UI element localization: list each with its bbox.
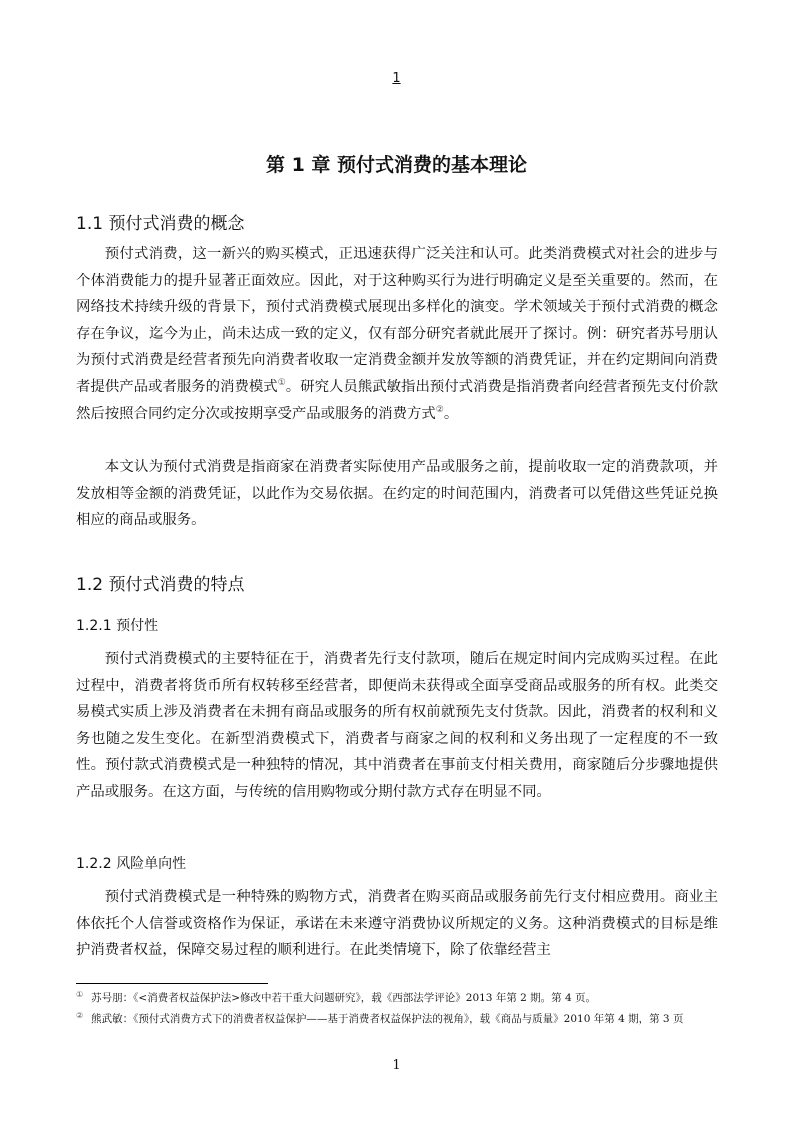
chapter-title: 第 1 章 预付式消费的基本理论 <box>265 154 528 176</box>
paragraph-text: 。研究人员熊武敏指出预付式消费是指消费者向经营者预先支付价款然后按照合同约定分次或按期享受产品或服务的消费方式 <box>76 378 718 422</box>
subsection-1-2-2-paragraph: 预付式消费模式是一种特殊的购物方式，消费者在购买商品或服务前先行支付相应费用。商业主体依托个人信誉或资格作为保证，承诺在未来遵守消费协议所规定的义务。这种消费模式的目标是维护消费者权益，保障交易过程的顺利进行。在此类情境下，除了依靠经营主 <box>76 889 718 959</box>
page-footer-number: 1 <box>392 1058 401 1073</box>
footnote-mark: ② <box>76 1010 84 1020</box>
section-1-1-paragraph-2: 本文认为预付式消费是指商家在消费者实际使用产品或服务之前，提前收取一定的消费款项，并发放相等金额的消费凭证，以此作为交易依据。在约定的时间范围内，消费者可以凭借这些凭证兑换相应的商品或服务。 <box>76 459 718 529</box>
subsection-heading-1-2-2: 1.2.2 风险单向性 <box>76 856 187 872</box>
footnote-2 <box>76 1011 718 1028</box>
footnote-reference-1: ① <box>277 378 286 389</box>
footnote-mark: ① <box>76 989 84 999</box>
section-heading-1-1: 1.1 预付式消费的概念 <box>76 214 245 234</box>
page-header-number: 1 <box>392 71 401 86</box>
section-1-1-paragraph-1 <box>76 241 718 427</box>
footnote-1 <box>76 990 718 1007</box>
subsection-1-2-1-paragraph: 预付式消费模式的主要特征在于，消费者先行支付款项，随后在规定时间内完成购买过程。在此过程中，消费者将货币所有权转移至经营者，即便尚未获得或全面享受商品或服务的所有权。此类交易模式实质上涉及消费者在未拥有商品或服务的所有权前就预先支付货款。因此，消费者的权利和义务也随之发生变化。在新型消费模式下，消费者与商家之间的权利和义务出现了一定程度的不一致性。预付款式消费模式是一种独特的情况，其中消费者在事前支付相关费用，商家随后分步骤地提供产品或服务。在这方面，与传统的信用购物或分期付款方式存在明显不同。 <box>76 651 718 800</box>
footnote-text: 苏号朋：《<消费者权益保护法>修改中若干重大问题研究》，载《西部法学评论》2013 年第 2 期。第 4 页。 <box>91 992 597 1004</box>
footnote-divider <box>76 983 268 984</box>
footnote-reference-2: ② <box>435 404 444 415</box>
paragraph-text: 预付式消费，这一新兴的购买模式，正迅速获得广泛关注和认可。此类消费模式对社会的进步与个体消费能力的提升显著正面效应。因此，对于这种购买行为进行明确定义是至关重要的。然而，在网络技术持续升级的背景下，预付式消费模式展现出多样化的演变。学术领域关于预付式消费的概念存在争议，迄今为止，尚未达成一致的定义，仅有部分研究者就此展开了探讨。例：研究者苏号朋认为预付式消费是经营者预先向消费者收取一定消费金额并发放等额的消费凭证，并在约定期间向消费者提供产品或者服务的消费模式 <box>76 246 718 395</box>
section-heading-1-2: 1.2 预付式消费的特点 <box>76 575 245 595</box>
subsection-heading-1-2-1: 1.2.1 预付性 <box>76 618 159 634</box>
footnote-text: 熊武敏：《预付式消费方式下的消费者权益保护——基于消费者权益保护法的视角》，载《商品与质量》2010 年第 4 期，第 3 页 <box>91 1013 684 1025</box>
paragraph-text: 。 <box>443 405 459 422</box>
